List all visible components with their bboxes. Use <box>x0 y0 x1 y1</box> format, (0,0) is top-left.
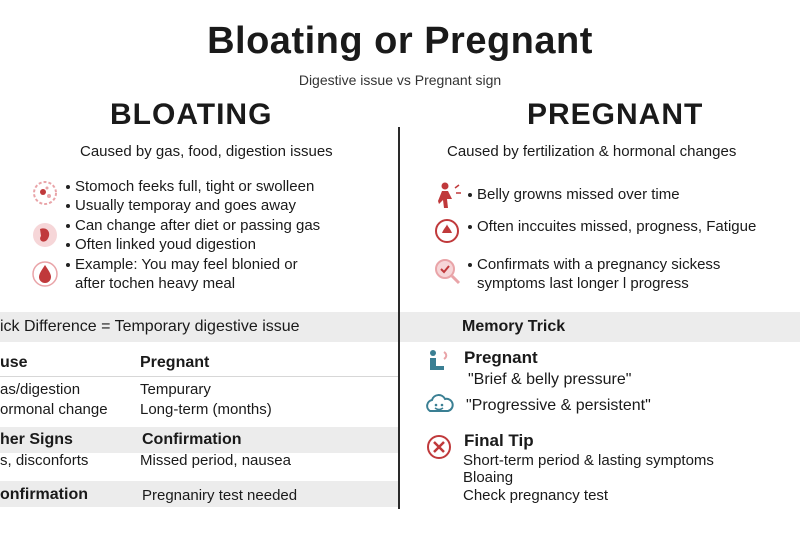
table-confirmation-value: Missed period, nausea <box>140 452 291 469</box>
pregnant-bullet-2: Often inccuites missed, progness, Fatigue <box>468 217 756 236</box>
bloating-cause: Caused by gas, food, digestion issues <box>80 143 333 160</box>
bloating-bullet-3: Can change after diet or passing gas <box>66 216 320 235</box>
bloating-bullet-5: Example: You may feel blonied or <box>66 255 298 274</box>
table-other-value: s, disconforts <box>0 452 89 469</box>
magnifier-icon <box>432 256 462 286</box>
memory-pregnant-label: Pregnant <box>464 348 538 367</box>
table-last-label: onfirmation <box>0 486 88 503</box>
final-tip-line-3: Check pregnancy test <box>463 487 609 504</box>
final-tip-line-2: Bloaing <box>463 469 514 486</box>
bloating-bullet-2: Usually temporay and goes away <box>66 196 296 215</box>
gas-bubbles-icon <box>30 178 60 208</box>
table-divider <box>0 376 398 377</box>
person-relax-icon <box>424 346 454 376</box>
page-subtitle: Digestive issue vs Pregnant sign <box>298 72 502 88</box>
table-last-value: Pregnaniry test needed <box>142 487 298 504</box>
bloating-bullet-1: Stomoch feeks full, tight or swolleen <box>66 177 314 196</box>
final-tip-label: Final Tip <box>464 431 534 450</box>
table-row-2-col2: Long-term (months) <box>140 401 272 418</box>
memory-trick-band <box>400 312 800 342</box>
table-row-1-col1: as/digestion <box>0 381 81 398</box>
stomach-icon <box>30 220 60 250</box>
x-circle-icon <box>424 432 454 462</box>
pregnant-heading: PREGNANT <box>527 98 704 131</box>
table-header-cause: use <box>0 354 28 371</box>
memory-trick-label: Memory Trick <box>462 318 566 335</box>
bloating-heading: BLOATING <box>110 98 273 131</box>
table-header-confirmation: Confirmation <box>142 431 242 448</box>
pregnant-cause: Caused by fertilization & hormonal changes <box>447 143 737 160</box>
memory-quote-1: "Brief & belly pressure" <box>468 371 632 388</box>
bloating-bullet-4: Often linked youd digestion <box>66 235 256 254</box>
bloating-bullet-5-cont: after tochen heavy meal <box>75 275 236 292</box>
pregnant-bullet-1: Belly growns missed over time <box>468 185 680 204</box>
table-header-other-signs: her Signs <box>0 431 73 448</box>
table-header-pregnant: Pregnant <box>140 354 210 371</box>
smiley-cloud-icon <box>424 391 454 421</box>
pregnant-bullet-3: Confirmats with a pregnancy sickess <box>468 255 720 274</box>
pregnant-woman-icon <box>432 180 462 210</box>
page-title: Bloating or Pregnant <box>207 20 593 62</box>
final-tip-line-1: Short-term period & lasting symptoms <box>463 452 714 469</box>
quick-difference-label: ick Difference = Temporary digestive issue <box>0 318 300 335</box>
table-row-2-col1: ormonal change <box>0 401 108 418</box>
table-row-1-col2: Tempurary <box>140 381 211 398</box>
memory-quote-2: "Progressive & persistent" <box>466 397 651 414</box>
belly-icon <box>432 216 462 246</box>
drop-icon <box>30 259 60 289</box>
pregnant-bullet-3-cont: symptoms last longer l progress <box>477 275 689 292</box>
